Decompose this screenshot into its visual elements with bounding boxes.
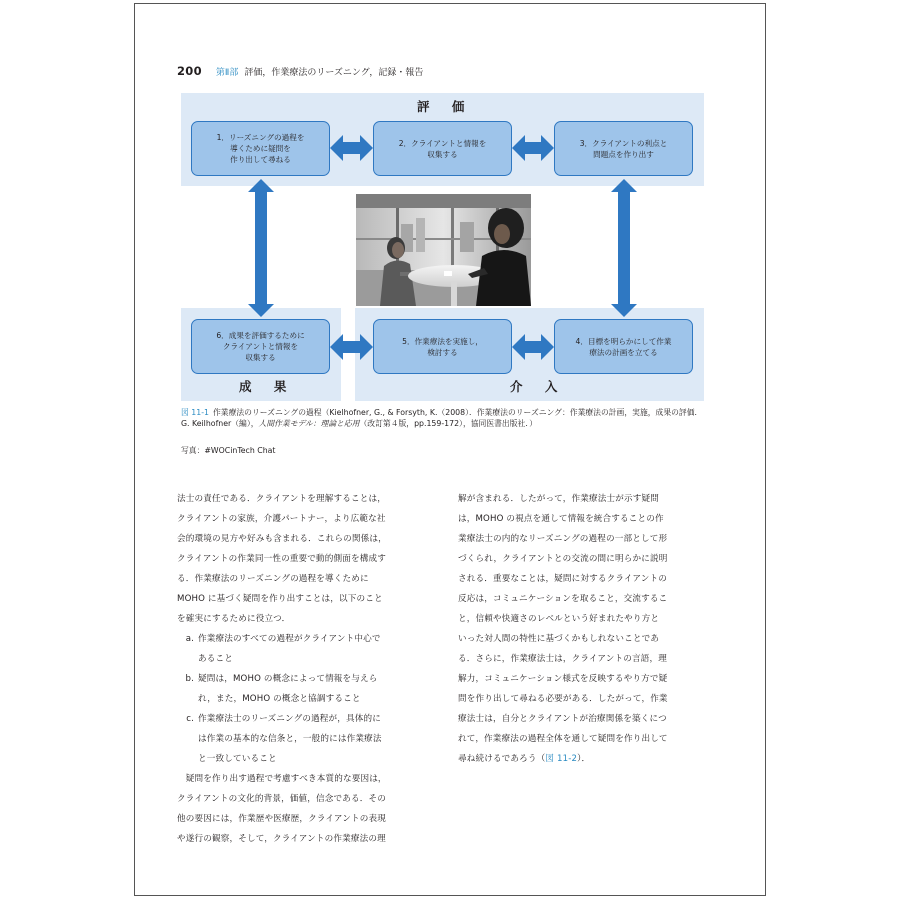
- list-item-text: 作業療法のすべての過程がクライアント中心で あること: [198, 634, 381, 664]
- step-2-box: 2．クライアントと情報を 収集する: [373, 121, 512, 176]
- page-number: 200: [177, 64, 202, 78]
- list-item-text: 作業療法士のリーズニングの過程が，具体的に は作業の基本的な信条と，一般的には作業療法 と一致していること: [198, 714, 382, 764]
- double-arrow-1-6: [247, 179, 275, 317]
- caption-book-title: 人間作業モデル：理論と応用: [258, 419, 360, 429]
- conversation-photo: [356, 194, 531, 306]
- double-arrow-3-4: [610, 179, 638, 317]
- step-4-box: 4．目標を明らかにして作業 療法の計画を立てる: [554, 319, 693, 374]
- caption-text: 作業療法のリーズニングの過程（Kielhofner, G., & Forsyth, K.（2008）．作業療法のリーズニング：作業療法の計画，実施，成果の評価．G. Keilhofner（編），: [181, 408, 703, 429]
- double-arrow-1-2: [330, 134, 373, 162]
- body-text-end: ）．: [577, 754, 591, 764]
- list-item-text: 疑問は，MOHO の概念によって情報を与えら れ，また，MOHO の概念と協調すること: [198, 674, 378, 704]
- step-3-box: 3．クライアントの利点と 問題点を作り出す: [554, 121, 693, 176]
- figure-reference-link[interactable]: 図 11-2: [545, 754, 578, 764]
- part-label: 第Ⅱ部: [215, 68, 239, 78]
- evaluation-label: 評 価: [417, 99, 474, 114]
- outcome-label: 成 果: [239, 379, 296, 394]
- body-paragraph: [458, 489, 714, 769]
- chapter-title: 評価，作業療法のリーズニング，記録・報告: [244, 68, 424, 78]
- list-item: [177, 669, 433, 709]
- list-marker: c.: [186, 714, 194, 724]
- running-header: [177, 64, 423, 78]
- caption-text-end: （改訂第４版，pp.159-172），協同医書出版社．）: [359, 419, 538, 429]
- figure-caption: [181, 407, 707, 429]
- list-item: [177, 709, 433, 769]
- figure-number: 図 11-1: [181, 408, 209, 417]
- double-arrow-6-5: [330, 333, 373, 361]
- reasoning-process-figure: [181, 93, 704, 401]
- double-arrow-2-3: [512, 134, 554, 162]
- list-marker: a.: [185, 634, 194, 644]
- step-6-box: 6．成果を評価するために クライアントと情報を 収集する: [191, 319, 330, 374]
- intervention-label: 介 入: [510, 379, 567, 394]
- list-item: [177, 629, 433, 669]
- step-5-box: 5．作業療法を実施し， 検討する: [373, 319, 512, 374]
- body-text: 解が含まれる．したがって，作業療法士が示す疑問 は，MOHO の視点を通して情報を統合することの作 業療法士の内的なリーズニングの過程の一部として形 づくられ，クライアントとの交流の間に明らかに説明 される．重要なことは，疑問に対するクライアントの 反応は，コミュニケーションを取ること，交流するこ と，信頼や快適さのレベルという好まれたやり方と いった対人間の特性に基づくかもしれないことであ る．さらに，作業療法士は，クライアントの言語，理 解力，コミュニケーション様式を反映するやり方で疑 問を作り出して尋ねる必要がある．したがって，作業 療法士は，自分とクライアントが治療関係を築くにつ れて，作業療法の過程全体を通して疑問を作り出して 尋ね続けるであろう（: [458, 494, 668, 764]
- double-arrow-5-4: [512, 333, 554, 361]
- right-text-column: [458, 489, 714, 769]
- body-paragraph: 法士の責任である．クライアントを理解することは， クライアントの家族，介護パートナー，より広範な社 会的環境の見方や好みも含まれる．これらの関係は， クライアントの作業同一性の重要で動的側面を構成す る．作業療法のリーズニングの過程を導くために MOHO に基づく疑問を作り出すことは，以下のこと を確実にするために役立つ．: [177, 494, 387, 624]
- left-text-column: [177, 489, 433, 849]
- body-paragraph: 疑問を作り出す過程で考慮すべき本質的な要因は， クライアントの文化的背景，価値，信念である．その 他の要因には，作業歴や医療歴，クライアントの表現 や遂行の観察，そして，クライアントの作業療法の理: [177, 774, 387, 844]
- step-1-box: 1．リーズニングの過程を 導くために疑問を 作り出して尋ねる: [191, 121, 330, 176]
- photo-credit: 写真：#WOCinTech Chat: [181, 446, 276, 455]
- list-marker: b.: [185, 674, 194, 684]
